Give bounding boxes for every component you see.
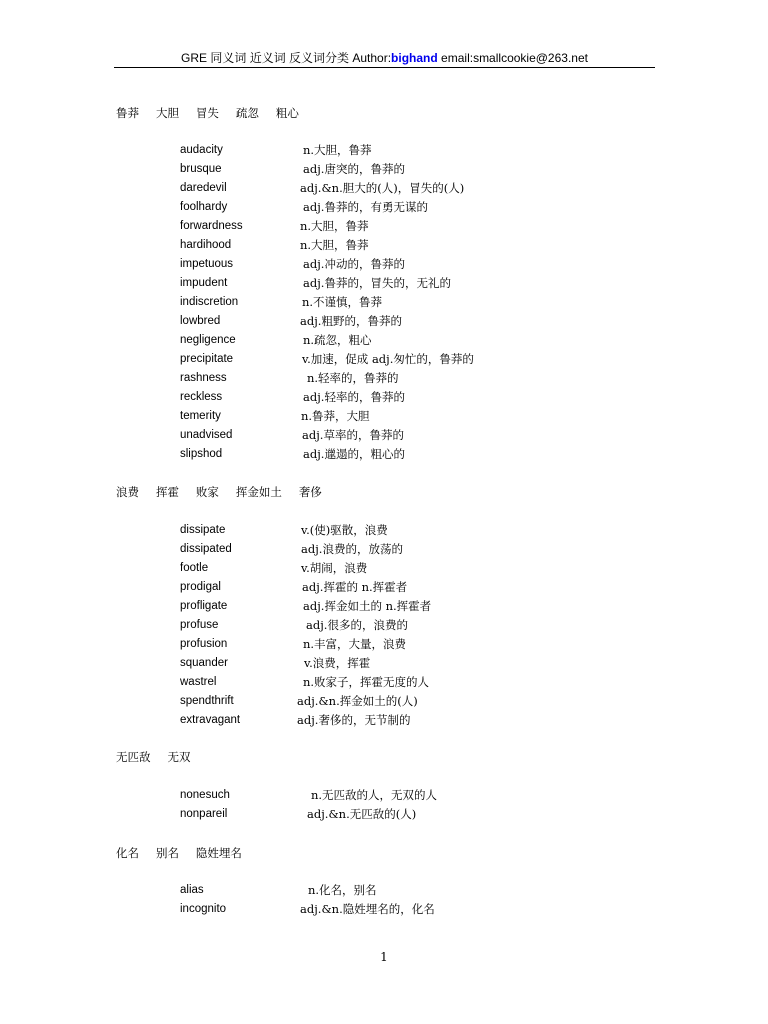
vocab-word: forwardness — [180, 220, 243, 232]
vocab-entry — [0, 712, 768, 728]
vocab-word: footle — [180, 562, 209, 574]
vocab-entry — [0, 598, 768, 614]
section-title: 化名 别名 隐姓埋名 — [116, 846, 242, 860]
vocab-definition: n.败家子，挥霍无度的人 — [303, 675, 430, 689]
vocab-entry — [0, 882, 768, 898]
vocab-word: squander — [180, 657, 228, 669]
vocab-entry — [0, 389, 768, 405]
vocab-word: nonpareil — [180, 808, 228, 820]
vocab-word: temerity — [180, 410, 221, 422]
vocab-entry — [0, 806, 768, 822]
vocab-definition: adj.唐突的，鲁莽的 — [303, 162, 405, 176]
vocab-word: profligate — [180, 600, 228, 612]
vocab-word: slipshod — [180, 448, 223, 460]
vocab-entry — [0, 693, 768, 709]
vocab-entry — [0, 256, 768, 272]
vocab-word: unadvised — [180, 429, 233, 441]
vocab-definition: v.胡闹，浪费 — [301, 561, 368, 575]
vocab-entry — [0, 218, 768, 234]
vocab-definition: n.无匹敌的人，无双的人 — [311, 788, 438, 802]
vocab-definition: n.大胆，鲁莽 — [303, 143, 372, 157]
vocab-entry — [0, 180, 768, 196]
vocab-entry — [0, 408, 768, 424]
vocab-definition: v.加速，促成 adj.匆忙的，鲁莽的 — [302, 352, 474, 366]
section-title: 鲁莽 大胆 冒失 疏忽 粗心 — [116, 106, 299, 120]
vocab-entry — [0, 541, 768, 557]
vocab-definition: adj.奢侈的，无节制的 — [297, 713, 411, 727]
vocab-word: nonesuch — [180, 789, 230, 801]
header-email: email:smallcookie@263.net — [437, 51, 588, 65]
vocab-word: indiscretion — [180, 296, 239, 308]
page-header — [114, 50, 655, 68]
vocab-entry — [0, 522, 768, 538]
vocab-definition: adj.冲动的，鲁莽的 — [303, 257, 405, 271]
vocab-word: hardihood — [180, 239, 232, 251]
vocab-definition: adj.挥金如土的 n.挥霍者 — [303, 599, 432, 613]
vocab-entry — [0, 332, 768, 348]
header-title: GRE 同义词 近义词 反义词分类 Author: — [181, 51, 392, 65]
vocab-word: negligence — [180, 334, 236, 346]
vocab-word: foolhardy — [180, 201, 228, 213]
vocab-word: extravagant — [180, 714, 241, 726]
vocab-word: wastrel — [180, 676, 217, 688]
vocab-word: profusion — [180, 638, 228, 650]
vocab-definition: n.大胆，鲁莽 — [300, 219, 369, 233]
vocab-definition: adj.浪费的，放荡的 — [301, 542, 403, 556]
vocab-word: incognito — [180, 903, 227, 915]
vocab-word: spendthrift — [180, 695, 234, 707]
vocab-entry — [0, 446, 768, 462]
vocab-entry — [0, 199, 768, 215]
vocab-entry — [0, 901, 768, 917]
section-title: 浪费 挥霍 败家 挥金如土 奢侈 — [116, 485, 322, 499]
vocab-entry — [0, 787, 768, 803]
vocab-entry — [0, 275, 768, 291]
vocab-entry — [0, 636, 768, 652]
vocab-definition: adj.&n.隐姓埋名的，化名 — [300, 902, 435, 916]
vocab-word: audacity — [180, 144, 223, 156]
vocab-entry — [0, 427, 768, 443]
vocab-entry — [0, 161, 768, 177]
vocab-word: reckless — [180, 391, 223, 403]
vocab-definition: n.不谨慎，鲁莽 — [302, 295, 383, 309]
vocab-definition: n.丰富，大量，浪费 — [303, 637, 407, 651]
vocab-entry — [0, 294, 768, 310]
vocab-entry — [0, 351, 768, 367]
header-author-name: bighand — [391, 51, 438, 65]
vocab-definition: adj.&n.挥金如土的(人) — [297, 694, 418, 708]
vocab-word: prodigal — [180, 581, 221, 593]
vocab-definition: n.疏忽，粗心 — [303, 333, 372, 347]
vocab-definition: adj.邋遢的，粗心的 — [303, 447, 405, 461]
vocab-definition: n.化名，别名 — [308, 883, 377, 897]
vocab-entry — [0, 237, 768, 253]
vocab-word: impudent — [180, 277, 228, 289]
vocab-entry — [0, 313, 768, 329]
vocab-definition: n.大胆，鲁莽 — [300, 238, 369, 252]
vocab-definition: adj.鲁莽的，有勇无谋的 — [303, 200, 428, 214]
vocab-definition: adj.粗野的，鲁莽的 — [300, 314, 402, 328]
vocab-word: alias — [180, 884, 204, 896]
vocab-word: precipitate — [180, 353, 234, 365]
vocab-definition: n.鲁莽，大胆 — [301, 409, 370, 423]
vocab-definition: n.轻率的，鲁莽的 — [307, 371, 399, 385]
vocab-entry — [0, 579, 768, 595]
vocab-entry — [0, 674, 768, 690]
vocab-word: brusque — [180, 163, 222, 175]
vocab-definition: adj.&n.胆大的(人)，冒失的(人) — [300, 181, 465, 195]
vocab-definition: adj.很多的，浪费的 — [306, 618, 408, 632]
vocab-word: daredevil — [180, 182, 227, 194]
vocab-definition: adj.草率的，鲁莽的 — [302, 428, 404, 442]
vocab-definition: v.浪费，挥霍 — [304, 656, 371, 670]
vocab-definition: adj.鲁莽的，冒失的，无礼的 — [303, 276, 451, 290]
page-number: 1 — [380, 950, 388, 964]
vocab-word: dissipated — [180, 543, 232, 555]
vocab-entry — [0, 617, 768, 633]
vocab-entry — [0, 655, 768, 671]
vocab-word: lowbred — [180, 315, 221, 327]
vocab-definition: v.(使)驱散，浪费 — [301, 523, 388, 537]
vocab-definition: adj.轻率的，鲁莽的 — [303, 390, 405, 404]
vocab-definition: adj.挥霍的 n.挥霍者 — [302, 580, 408, 594]
vocab-word: impetuous — [180, 258, 234, 270]
vocab-word: rashness — [180, 372, 227, 384]
vocab-entry — [0, 142, 768, 158]
vocab-entry — [0, 560, 768, 576]
vocab-word: profuse — [180, 619, 219, 631]
vocab-word: dissipate — [180, 524, 226, 536]
vocab-definition: adj.&n.无匹敌的(人) — [307, 807, 417, 821]
section-title: 无匹敌 无双 — [116, 750, 191, 764]
vocab-entry — [0, 370, 768, 386]
